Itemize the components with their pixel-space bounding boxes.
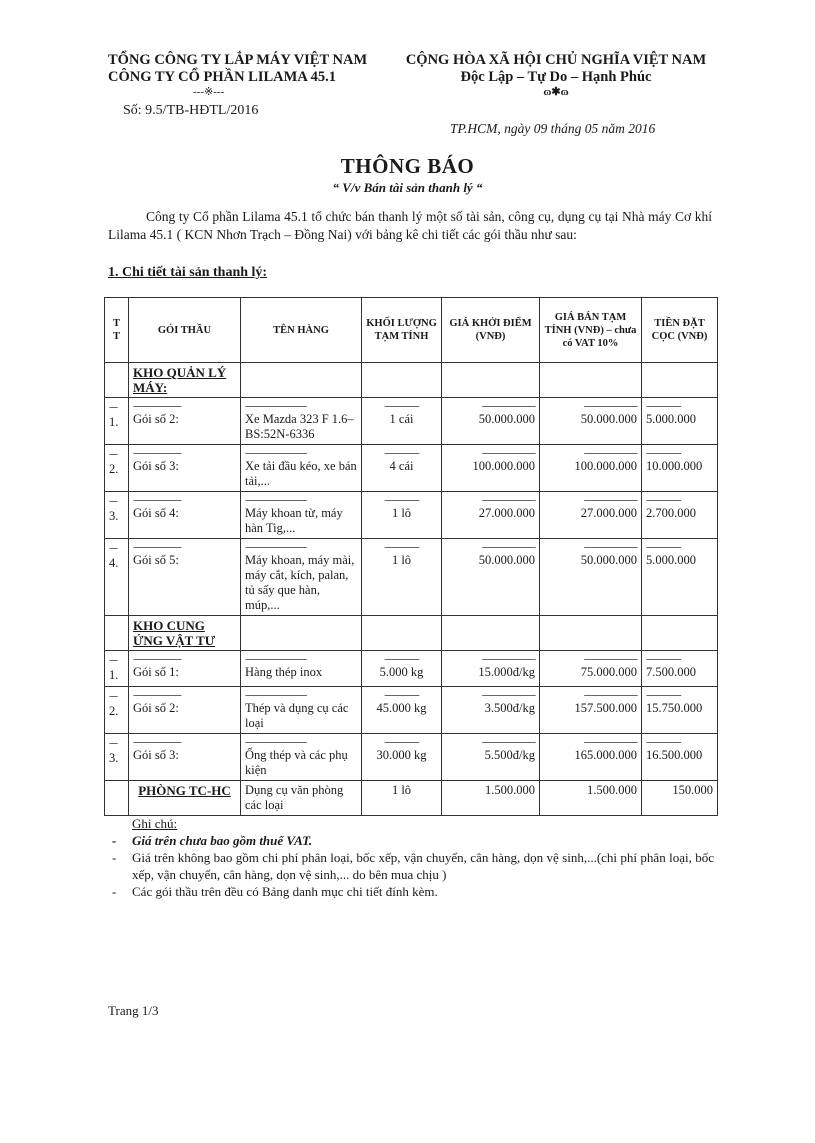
group-name: KHO QUẢN LÝ MÁY:	[129, 363, 241, 398]
note-item: - Giá trên chưa bao gồm thuế VAT.	[108, 832, 714, 849]
deposit-cell: 150.000	[642, 781, 718, 816]
package-cell: Gói số 5:	[133, 553, 179, 567]
est-price-cell: 100.000.000	[574, 459, 637, 473]
document-title: THÔNG BÁO	[340, 154, 475, 178]
assets-table	[104, 297, 718, 816]
item-cell: Hàng thép inox	[245, 665, 323, 679]
start-price-cell: 50.000.000	[478, 553, 535, 567]
item-cell: Ống thép và các phụ kiện	[245, 748, 348, 777]
item-cell: Xe tải đầu kéo, xe bán tải,...	[245, 459, 357, 488]
reference-number: Số: 9.5/TB-HĐTL/2016	[123, 103, 259, 118]
intro-paragraph: Công ty Cổ phần Lilama 45.1 tổ chức bán thanh lý một số tài sản, công cụ, dụng cụ tại Nhà máy Cơ khí Lilama 45.1 ( KCN Nhơn Trạch – Đồng Nai) với bảng kê chi tiết các gói thầu như sau:	[108, 209, 712, 242]
item-cell: Máy khoan, máy mài, máy cắt, kích, palan, tủ sấy que hàn, múp,...	[245, 553, 355, 612]
col-header-start-price: GIÁ KHỞI ĐIỂM (VNĐ)	[442, 298, 540, 363]
table-row-office	[105, 781, 718, 816]
est-price-cell: 75.000.000	[580, 665, 637, 679]
qty-cell: 1 lô	[362, 781, 442, 816]
item-cell: Máy khoan từ, máy hàn Tig,...	[245, 506, 343, 535]
est-price-cell: 50.000.000	[580, 412, 637, 426]
col-header-deposit: TIỀN ĐẶT CỌC (VNĐ)	[642, 298, 718, 363]
col-header-est-price: GIÁ BÁN TẠM TÍNH (VNĐ) – chưa có VAT 10%	[540, 298, 642, 363]
package-cell: Gói số 3:	[133, 459, 179, 473]
note-item: - Các gói thầu trên đều có Bảng danh mục chi tiết đính kèm.	[108, 883, 714, 900]
company-header	[108, 52, 367, 99]
start-price-cell: 100.000.000	[472, 459, 535, 473]
start-price-cell: 50.000.000	[478, 412, 535, 426]
start-price-cell: 3.500đ/kg	[484, 701, 535, 715]
table-row: --- 2. ------------------ Gói số 2: ----------------------- Thép và dụng cụ các loại ------------- 45.000 kg -------------------- 3.500đ/kg -------------------- 157.500.000 ------------- 15.750.000	[105, 687, 718, 734]
package-cell: Gói số 4:	[133, 506, 179, 520]
document-date: TP.HCM, ngày 09 tháng 05 năm 2016	[450, 121, 656, 136]
est-price-cell: 165.000.000	[574, 748, 637, 762]
item-cell: Thép và dụng cụ các loại	[245, 701, 349, 730]
qty-cell: 45.000 kg	[376, 701, 427, 715]
nation-title: CỘNG HÒA XÃ HỘI CHỦ NGHĨA VIỆT NAM	[405, 52, 707, 68]
est-price-cell: 50.000.000	[580, 553, 637, 567]
table-row: --- 3. ------------------ Gói số 3: ----------------------- Ống thép và các phụ kiện ------------- 30.000 kg -------------------- 5.500đ/kg -------------------- 165.000.000 ------------- 16.500.000	[105, 734, 718, 781]
deposit-cell: 10.000.000	[646, 459, 703, 473]
col-header-qty: KHỐI LƯỢNG TẠM TÍNH	[362, 298, 442, 363]
item-cell: Dụng cụ văn phòng các loại	[241, 781, 362, 816]
parent-org-name: TỔNG CÔNG TY LẮP MÁY VIỆT NAM	[108, 52, 368, 68]
org-ornament: ---※---	[193, 86, 225, 98]
table-row: --- 1. ------------------ Gói số 2: ----------------------- Xe Mazda 323 F 1.6– BS:52N-6336 ------------- 1 cái -------------------- 50.000.000 -------------------- 50.000.000 ------------- 5.000.000	[105, 398, 718, 445]
note-item: - Giá trên không bao gồm chi phí phân loại, bốc xếp, vận chuyển, cân hàng, dọn vệ sinh,...(chi phí phân loại, bốc xếp, vận chuyển, cân hàng, dọn vệ sinh,... do bên mua chịu )	[108, 849, 714, 883]
qty-cell: 5.000 kg	[379, 665, 424, 679]
deposit-cell: 16.500.000	[646, 748, 703, 762]
col-header-package: GÓI THẦU	[129, 298, 241, 363]
deposit-cell: 5.000.000	[646, 553, 696, 567]
est-price-cell: 157.500.000	[574, 701, 637, 715]
est-price-cell: 27.000.000	[580, 506, 637, 520]
department-name: PHÒNG TC-HC	[129, 781, 241, 816]
nation-motto: Độc Lập – Tự Do – Hạnh Phúc	[460, 69, 652, 85]
start-price-cell: 1.500.000	[442, 781, 540, 816]
table-row: --- 4. ------------------ Gói số 5: ----------------------- Máy khoan, máy mài, máy cắt, kích, palan, tủ sấy que hàn, múp,... ------------- 1 lô -------------------- 50.000.000 -------------------- 50.000.000 ------------- 5.000.000	[105, 539, 718, 616]
package-cell: Gói số 1:	[133, 665, 179, 679]
notes-list	[108, 832, 714, 900]
qty-cell: 1 lô	[391, 553, 412, 567]
start-price-cell: 5.500đ/kg	[484, 748, 535, 762]
document-subtitle: “ V/v Bán tài sản thanh lý “	[332, 180, 483, 195]
table-row: --- 3. ------------------ Gói số 4: ----------------------- Máy khoan từ, máy hàn Tig,... ------------- 1 lô -------------------- 27.000.000 -------------------- 27.000.000 ------------- 2.700.000	[105, 492, 718, 539]
group-row	[105, 363, 718, 398]
table-row: --- 1. ------------------ Gói số 1: ----------------------- Hàng thép inox ------------- 5.000 kg -------------------- 15.000đ/kg -------------------- 75.000.000 ------------- 7.500.000	[105, 651, 718, 687]
deposit-cell: 5.000.000	[646, 412, 696, 426]
national-header	[397, 52, 715, 99]
item-cell: Xe Mazda 323 F 1.6– BS:52N-6336	[245, 412, 354, 441]
qty-cell: 1 lô	[391, 506, 412, 520]
col-header-item: TÊN HÀNG	[241, 298, 362, 363]
qty-cell: 4 cái	[389, 459, 414, 473]
start-price-cell: 27.000.000	[478, 506, 535, 520]
group-name: KHO CUNG ỨNG VẬT TƯ	[129, 616, 241, 651]
est-price-cell: 1.500.000	[540, 781, 642, 816]
table-row: --- 2. ------------------ Gói số 3: ----------------------- Xe tải đầu kéo, xe bán tải,... ------------- 4 cái -------------------- 100.000.000 -------------------- 100.000.000 ------------- 10.000.000	[105, 445, 718, 492]
package-cell: Gói số 2:	[133, 412, 179, 426]
qty-cell: 30.000 kg	[376, 748, 427, 762]
table-header-row	[105, 298, 718, 363]
package-cell: Gói số 2:	[133, 701, 179, 715]
col-header-tt: T T	[105, 298, 129, 363]
deposit-cell: 2.700.000	[646, 506, 696, 520]
deposit-cell: 15.750.000	[646, 701, 703, 715]
group-row	[105, 616, 718, 651]
page-number: Trang 1/3	[108, 1003, 159, 1018]
deposit-cell: 7.500.000	[646, 665, 696, 679]
package-cell: Gói số 3:	[133, 748, 179, 762]
section-heading: 1. Chi tiết tài sản thanh lý:	[108, 265, 268, 280]
qty-cell: 1 cái	[389, 412, 414, 426]
company-name: CÔNG TY CỔ PHẦN LILAMA 45.1	[108, 69, 336, 85]
nation-ornament: ɷ✱ɷ	[543, 86, 569, 98]
notes-heading: Ghi chú:	[132, 816, 178, 831]
start-price-cell: 15.000đ/kg	[478, 665, 535, 679]
notes-section	[108, 815, 714, 900]
